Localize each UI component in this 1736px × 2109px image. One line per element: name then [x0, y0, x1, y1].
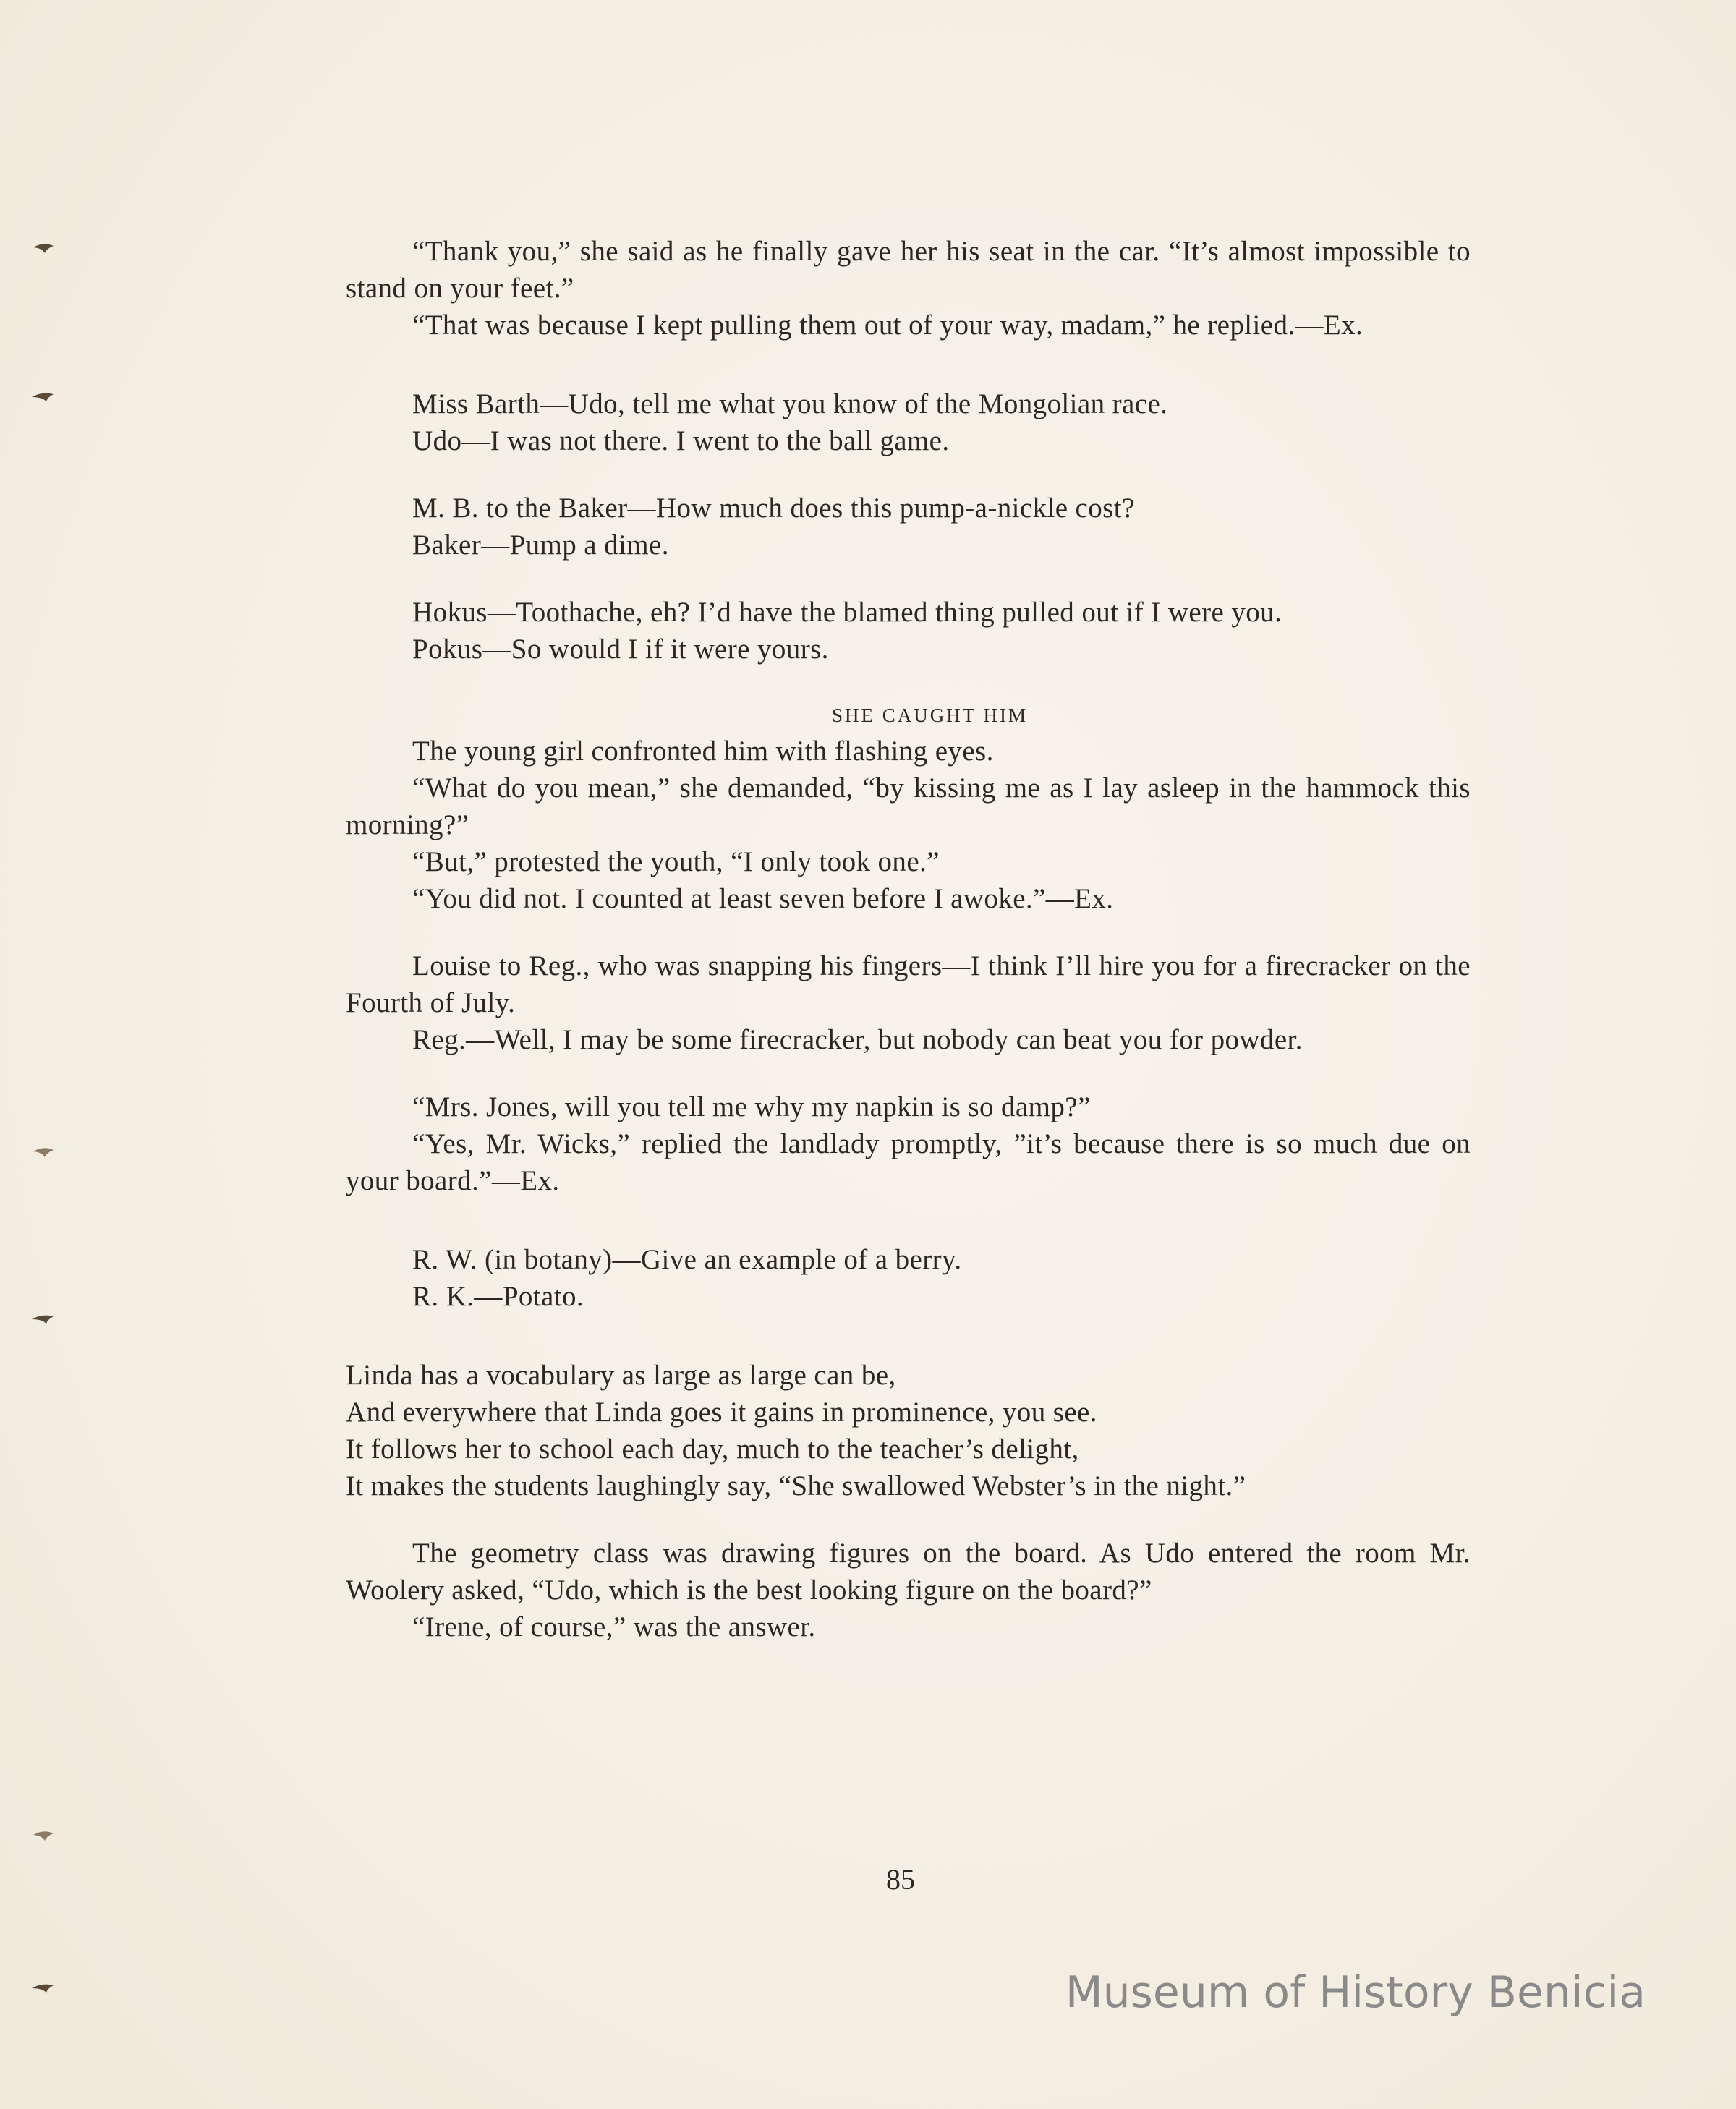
- joke-toothache-l1: Hokus—Toothache, eh? I’d have the blamed thing pulled out if I were you.: [412, 597, 1282, 628]
- joke-caught-l4: “You did not. I counted at least seven before I awoke.”—Ex.: [412, 883, 1114, 914]
- joke-thank-you-p1: “Thank you,” she said as he finally gave her his seat in the car. “It’s almost impossible to stand on your feet.”: [346, 236, 1471, 304]
- section-heading: SHE CAUGHT HIM: [831, 704, 1028, 726]
- binding-hole-icon: [29, 1826, 58, 1844]
- poem-line: Linda has a vocabulary as large as large can be,: [346, 1360, 896, 1391]
- joke-mongolian-l1: Miss Barth—Udo, tell me what you know of the Mongolian race.: [412, 388, 1168, 419]
- watermark: Museum of History Benicia: [1065, 1967, 1646, 2018]
- binding-hole-icon: [29, 1978, 58, 1995]
- joke-geometry-p1: The geometry class was drawing figures on the board. As Udo entered the room Mr. Woolery asked, “Udo, which is the best looking figure on the board?”: [346, 1538, 1471, 1606]
- page-number: 85: [886, 1863, 915, 1896]
- joke-napkin-l1: “Mrs. Jones, will you tell me why my napkin is so damp?”: [412, 1091, 1091, 1122]
- joke-caught-l1: The young girl confronted him with flashing eyes.: [412, 736, 994, 767]
- binding-hole-icon: [29, 239, 58, 256]
- joke-caught-p2: “What do you mean,” she demanded, “by kissing me as I lay asleep in the hammock this morning?”: [346, 772, 1471, 840]
- joke-caught-l3: “But,” protested the youth, “I only took one.”: [412, 846, 940, 877]
- joke-firecracker-p1: Louise to Reg., who was snapping his fingers—I think I’ll hire you for a firecracker on the Fourth of July.: [346, 950, 1471, 1018]
- joke-firecracker-l2: Reg.—Well, I may be some firecracker, but nobody can beat you for powder.: [412, 1024, 1303, 1055]
- binding-hole-icon: [29, 1309, 58, 1326]
- text-block: [346, 233, 1471, 1645]
- joke-botany-l2: R. K.—Potato.: [412, 1281, 584, 1312]
- joke-toothache-l2: Pokus—So would I if it were yours.: [412, 634, 829, 665]
- joke-botany-l1: R. W. (in botany)—Give an example of a berry.: [412, 1244, 962, 1275]
- poem-line: And everywhere that Linda goes it gains in prominence, you see.: [346, 1397, 1097, 1428]
- poem-line: It follows her to school each day, much to the teacher’s delight,: [346, 1433, 1079, 1465]
- joke-napkin-p2: “Yes, Mr. Wicks,” replied the landlady promptly, ”it’s because there is so much due on your board.”—Ex.: [346, 1128, 1471, 1196]
- joke-geometry-l2: “Irene, of course,” was the answer.: [412, 1611, 816, 1643]
- joke-mongolian-l2: Udo—I was not there. I went to the ball game.: [412, 425, 950, 456]
- joke-baker-l2: Baker—Pump a dime.: [412, 529, 669, 561]
- joke-baker-l1: M. B. to the Baker—How much does this pump-a-nickle cost?: [412, 493, 1135, 524]
- joke-thank-you-p2: “That was because I kept pulling them out of your way, madam,” he replied.—Ex.: [412, 310, 1363, 341]
- binding-hole-icon: [29, 387, 58, 404]
- poem-line: It makes the students laughingly say, “She swallowed Webster’s in the night.”: [346, 1470, 1246, 1501]
- binding-hole-icon: [29, 1143, 58, 1160]
